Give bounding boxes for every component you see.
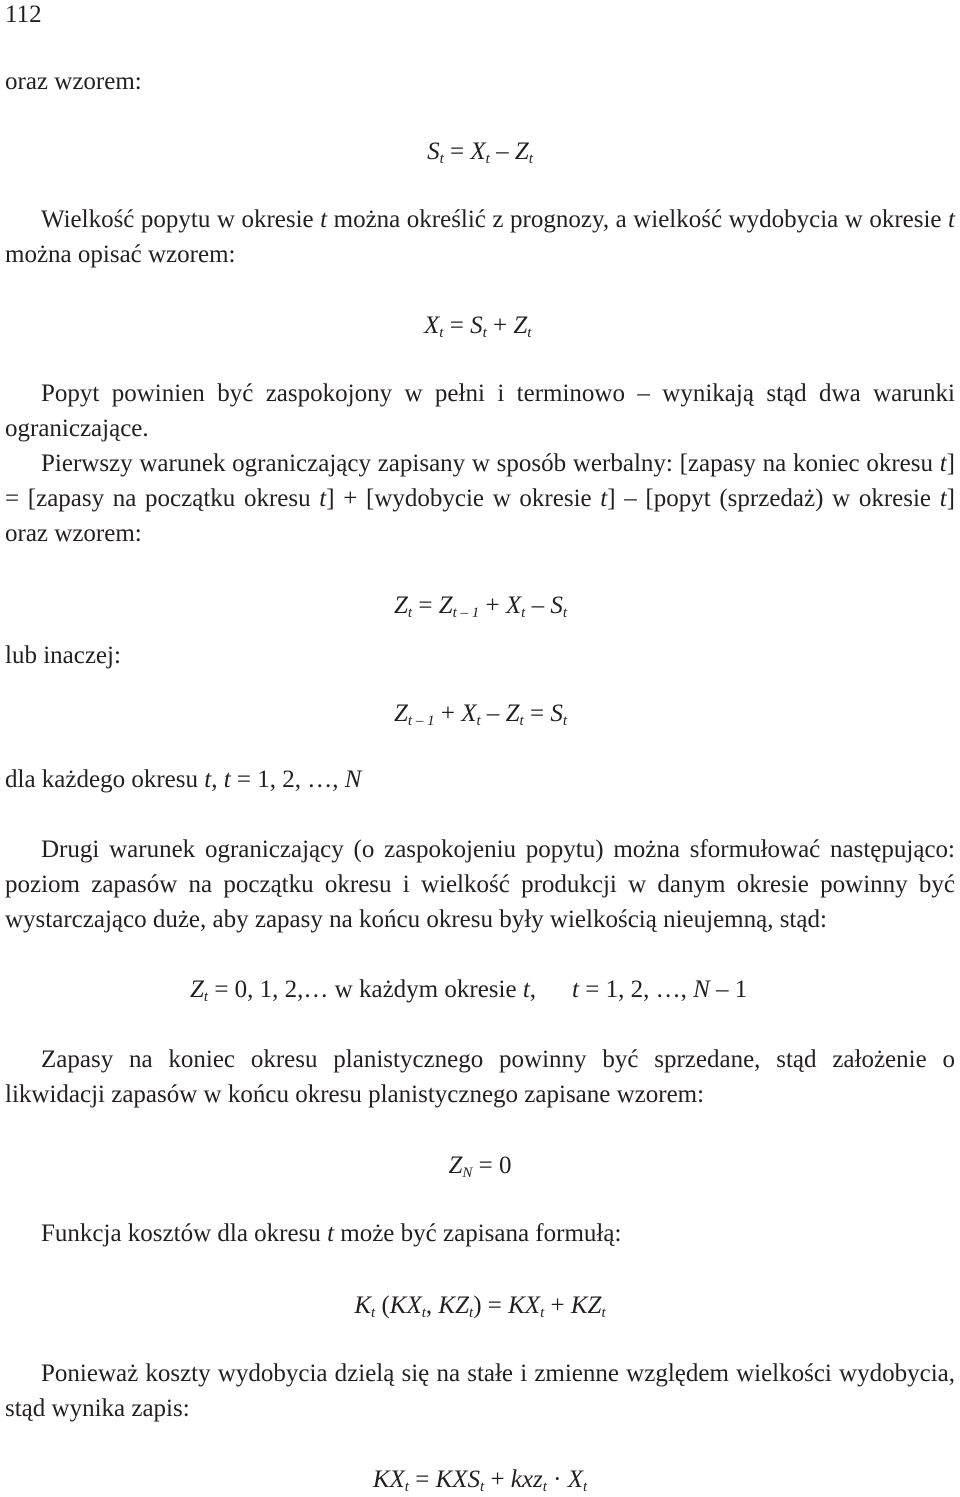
equation-final-stock: $Z_N = 0$: [448, 1152, 512, 1181]
equation-stock: $S_t = X_t - Z_t$: [427, 138, 533, 167]
paragraph-for-each-period: dla każdego okresu t, t = 1, 2, …, N: [5, 766, 362, 793]
paragraph-first-constraint: Pierwszy warunek ograniczający zapisany w sposób werbalny: [zapasy na koniec okresu t] = [zapasy na początku okresu t] + [wydobycie w okresie t] – [popyt (sprzedaż) w okresie t] oraz wzorem:: [5, 450, 955, 547]
paragraph-second-constraint: Drugi warunek ograniczający (o zaspokojeniu popytu) można sformułować następująco: poziom zapasów na początku okresu i wielkość produkcji w danym okresie powinny być wystarczająco duże, aby zapasy na końcu okresu były wielkością nieujemną, stąd:: [5, 836, 955, 933]
equation-production: $X_t = S_t + Z_t$: [424, 312, 532, 341]
paragraph-cost-function: Funkcja kosztów dla okresu t może być zapisana formułą:: [41, 1220, 622, 1247]
equation-nonnegative: $Z_t = 0$, 1, 2,… w każdym okresie t, t = 1, 2, …, N – 1: [190, 976, 748, 1005]
paragraph-cost-split: Ponieważ koszty wydobycia dzielą się na stałe i zmienne względem wielkości wydobycia, stąd wynika zapis:: [5, 1360, 955, 1422]
equation-balance: $Z_t = Z_{t - 1} + X_t - S_t$: [394, 592, 567, 621]
equation-balance-alt: $Z_{t - 1} + X_t - Z_t = S_t$: [394, 700, 567, 729]
equation-production-cost: $KX_t = KXS_t + kxz_t \cdot X_t$: [372, 1466, 588, 1495]
paragraph-liquidation: Zapasy na koniec okresu planistycznego powinny być sprzedane, stąd założenie o likwidacji zapasów w końcu okresu planistycznego zapisane wzorem:: [5, 1046, 955, 1108]
paragraph-demand: Wielkość popytu w okresie t można określić z prognozy, a wielkość wydobycia w okresie t można opisać wzorem:: [5, 206, 955, 268]
paragraph-intro: oraz wzorem:: [5, 68, 142, 95]
page-number: 112: [5, 1, 42, 28]
equation-cost: $K_t$ ($KX_t$, $KZ_t) = KX_t + KZ_t$: [354, 1292, 606, 1321]
paragraph-alternatively: lub inaczej:: [5, 642, 121, 669]
paragraph-constraints: Popyt powinien być zaspokojony w pełni i terminowo – wynikają stąd dwa warunki ograniczające.: [5, 380, 955, 442]
